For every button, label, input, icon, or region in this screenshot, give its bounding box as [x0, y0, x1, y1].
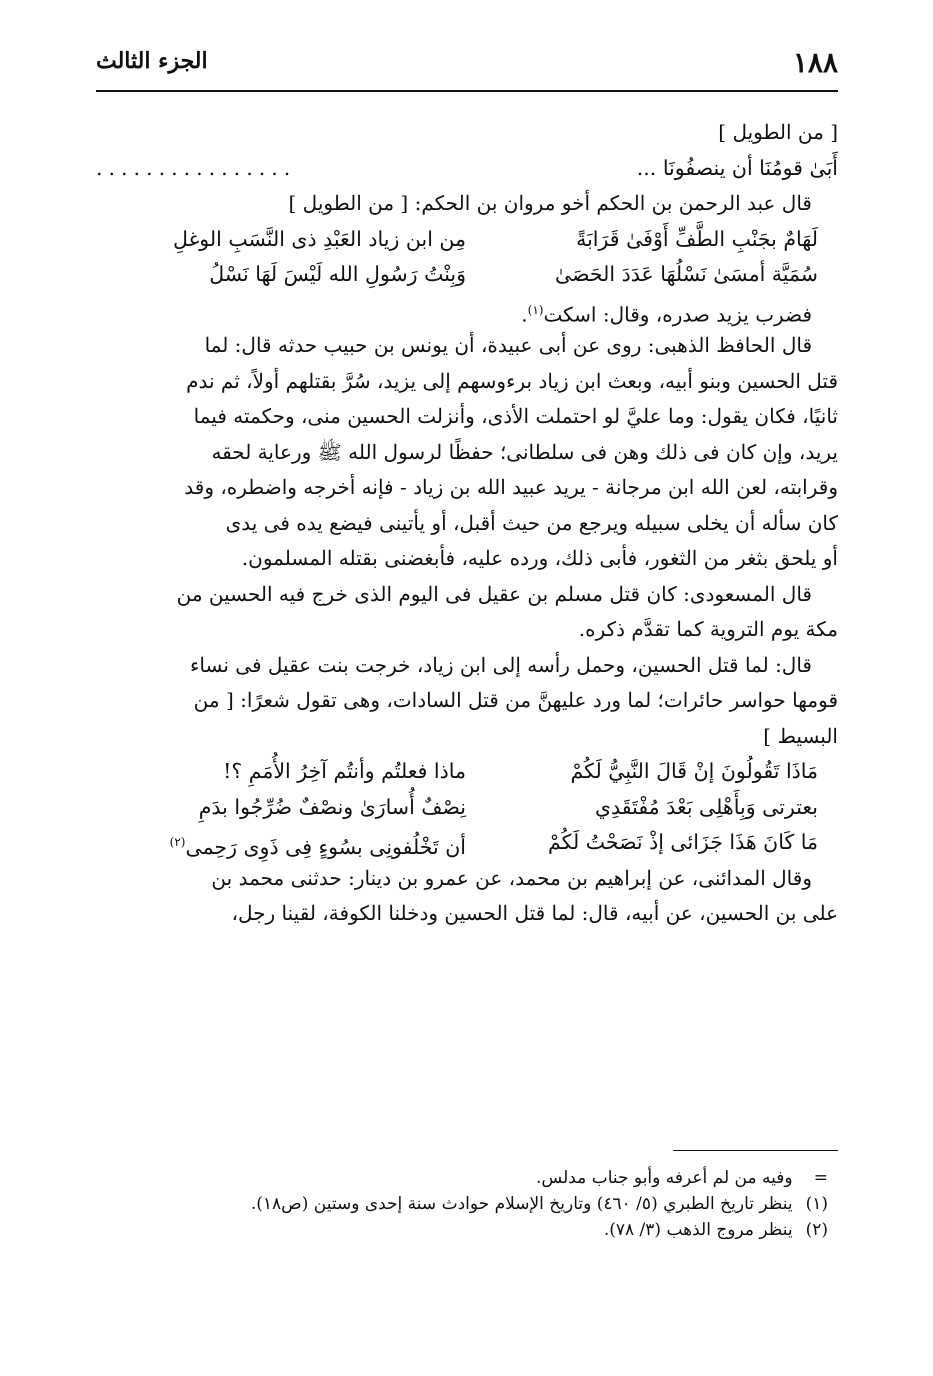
text-line: قتل الحسين وبنو أبيه، وبعث ابن زياد برءوسهم إلى يزيد، سُرَّ بقتلهم أولاً، ثم ندم — [186, 368, 838, 393]
verse-hemistich: مِن ابن زياد العَبْدِ ذى النَّسَبِ الوغلِ — [173, 226, 466, 251]
footnotes — [96, 1150, 838, 1243]
verse-hemistich-text: أن تَخْلُفونِى بسُوءٍ فِى ذَوِى رَحِمى — [185, 834, 466, 859]
verse-line — [96, 222, 838, 258]
page-header — [96, 40, 838, 92]
verse-line — [96, 151, 838, 187]
text-line: قومها حواسر حائرات؛ لما ورد عليهنَّ من قتل السادات، وهى تقول شعرًا: [ من — [193, 688, 838, 712]
text-line: ثانيًا، فكان يقول: وما عليَّ لو احتملت الأذى، وأنزلت الحسين منى، وحكمته فيما — [193, 404, 838, 428]
verse-hemistich: وَبِنْتُ رَسُولِ الله لَيْسَ لَهَا نَسْلُ — [209, 262, 466, 286]
text-line: أو يلحق بثغر من الثغور، فأبى ذلك، ورده عليه، فأبغضنى بقتله المسلمون. — [241, 546, 838, 570]
footnote-text: ينظر مروج الذهب (٣/ ٧٨). — [603, 1220, 793, 1240]
footnote-mark: = — [813, 1168, 828, 1188]
verse-hemistich: ماذا فعلتُم وأنتُم آخِرُ الأُمَمِ ؟! — [223, 759, 466, 783]
footnote-mark: (٢) — [805, 1220, 828, 1240]
verse-hemistich — [96, 825, 466, 861]
text-line: قال: لما قتل الحسين، وحمل رأسه إلى ابن زياد، خرجت بنت عقيل فى نساء — [190, 652, 812, 677]
text-line: كان سأله أن يخلى سبيله ويرجع من حيث أقبل، أو يأتينى فيضع يده فى يدى — [225, 510, 838, 535]
footnote-ref: (١) — [527, 302, 544, 317]
poem — [96, 754, 838, 861]
text-line: قال الحافظ الذهبى: روى عن أبى عبيدة، أن يونس بن حبيب حدثه قال: لما — [204, 333, 812, 357]
text-line: فضرب يزيد صدره، وقال: اسكت$^{(١)}$. — [521, 302, 812, 327]
text-line: مكة يوم التروية كما تقدَّم ذكره. — [578, 617, 838, 641]
meter-label: [ من الطويل ] — [718, 120, 838, 144]
text-line: قال المسعودى: كان قتل مسلم بن عقيل فى اليوم الذى خرج فيه الحسين من — [176, 581, 812, 606]
text-line: وقرابته، لعن الله ابن مرجانة - يريد عبيد الله بن زياد - فإنه أخرجه واضطره، وقد — [184, 475, 838, 499]
verse-hemistich: لَهَامٌ بجَنْبِ الطَّفِّ أَوْفَىٰ قَرَابَةً — [576, 226, 818, 251]
text-line: البسيط ] — [763, 723, 838, 748]
verse-hemistich: مَا كَانَ هَذَا جَزَائى إذْ نَصَحْتُ لَكُمْ — [547, 830, 818, 854]
verse-hemistich: أَبَىٰ قومُنَا أن ينصفُونَا ... — [636, 155, 838, 180]
page-number: ١٨٨ — [792, 46, 838, 79]
verse-line — [96, 825, 838, 861]
paragraph-dhahabi — [96, 328, 838, 577]
paragraph-aqil — [96, 648, 838, 755]
book-page — [96, 40, 838, 1340]
running-title: الجزء الثالث — [96, 48, 208, 74]
footnote — [96, 1217, 838, 1243]
footnote — [96, 1165, 838, 1191]
footnote-text: ينظر تاريخ الطبري (٥/ ٤٦٠) وتاريخ الإسلام حوادث سنة إحدى وستين (ص١٨). — [250, 1194, 793, 1214]
paragraph-masudi — [96, 577, 838, 648]
text-line-content: فضرب يزيد صدره، وقال: اسكت — [543, 302, 812, 327]
text-line: قال عبد الرحمن بن الحكم أخو مروان بن الحكم: [ من الطويل ] — [288, 191, 812, 215]
verse-hemistich: مَاذَا تَقُولُونَ إنْ قَالَ النَّبِيُّ لَكُمْ — [570, 759, 818, 783]
footnote — [96, 1191, 838, 1217]
paragraph-madaini — [96, 861, 838, 932]
footnote-text: وفيه من لم أعرفه وأبو جناب مدلس. — [536, 1168, 793, 1188]
footnote-mark: (١) — [805, 1194, 828, 1214]
verse-hemistich: ................ — [96, 155, 297, 180]
footnote-divider — [673, 1150, 838, 1151]
text-line: يريد، وإن كان فى ذلك وهن فى سلطانى؛ حفظًا لرسول الله ﷺ ورعاية لحقه — [211, 439, 838, 464]
footnote-ref: (٢) — [169, 835, 186, 849]
main-text — [96, 115, 838, 932]
verse-hemistich: بعترتى وَبِأَهْلِى بَعْدَ مُفْتَقَدِي — [594, 794, 818, 819]
text-line: وقال المدائنى، عن إبراهيم بن محمد، عن عمرو بن دينار: حدثنى محمد بن — [211, 865, 812, 890]
verse-hemistich: نِصْفٌ أُسارَىٰ ونصْفٌ ضُرِّجُوا بدَمِ — [198, 794, 466, 819]
verse-hemistich: سُمَيَّة أمسَىٰ نَسْلُهَا عَدَدَ الحَصَىٰ — [555, 262, 818, 286]
verse-line — [96, 790, 838, 826]
verse-line — [96, 257, 838, 293]
text-line: على بن الحسين، عن أبيه، قال: لما قتل الحسين ودخلنا الكوفة، لقينا رجل، — [231, 901, 838, 925]
verse-line — [96, 754, 838, 790]
